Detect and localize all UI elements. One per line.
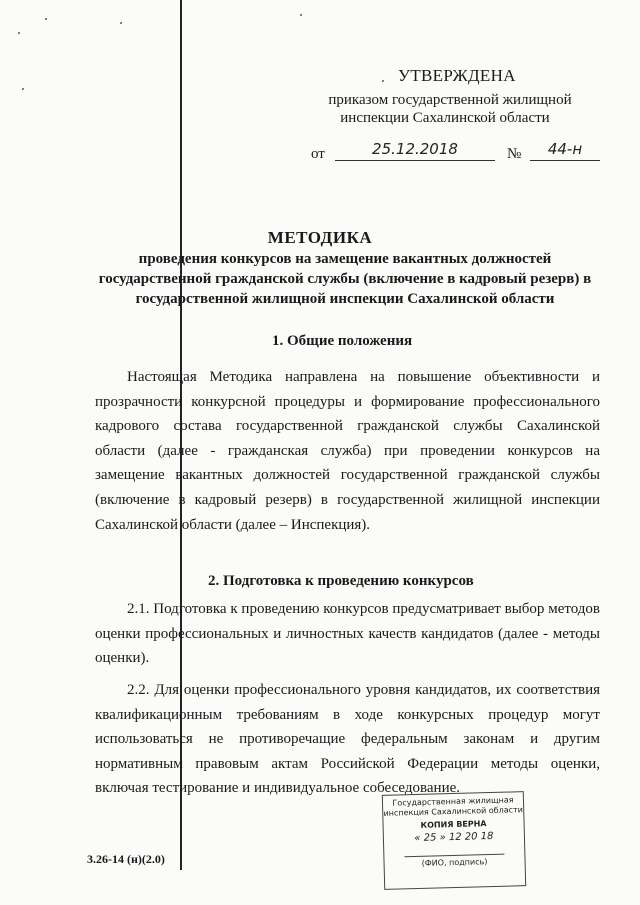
approval-number: 44-н: [530, 140, 600, 161]
scan-speck: [382, 80, 384, 82]
certified-copy-stamp: [382, 791, 526, 890]
stamp-signature-line: [404, 844, 504, 858]
document-title: МЕТОДИКА: [267, 228, 373, 247]
section-2-paragraph-2: 2.2. Для оценки профессионального уровня кандидатов, их соответствия квалификационным требованиям в ходе конкурсных процедур могут использоваться не противоречащие федеральным законам и другим нормативным правовым актам Российской Федерации методы оценки, включая тестирование и индивидуальное собеседование.: [95, 682, 600, 797]
document-subtitle: [90, 249, 600, 309]
stamp-date: « 25 » 12 20 18: [414, 830, 494, 845]
approval-line-1: приказом государственной жилищной: [328, 92, 572, 108]
section-1-heading: 1. Общие положения: [272, 333, 413, 349]
stamp-signature-caption: (ФИО, подпись): [421, 857, 488, 868]
scan-speck: [18, 32, 20, 34]
stamp-copy-label: КОПИЯ ВЕРНА: [420, 819, 487, 830]
section-2-paragraph-1: 2.1. Подготовка к проведению конкурсов предусматривает выбор методов оценки профессиональных и личностных качеств кандидатов (далее - методы оценки).: [95, 601, 600, 667]
number-prefix: №: [507, 146, 522, 162]
section-1-paragraph: Настоящая Методика направлена на повышение объективности и прозрачности конкурсной процедуры и формирование профессионального кадрового состава государственной гражданской службы Сахалинской области (далее - гражданская служба) при проведении конкурсов на замещение вакантных должностей государственной гражданской службы (включение в кадровый резерв) в государственной жилищной инспекции Сахалинской области (далее – Инспекция).: [95, 369, 600, 533]
scan-speck: [300, 14, 302, 16]
scan-speck: [120, 22, 122, 24]
scan-speck: [22, 88, 24, 90]
approval-line-2: инспекции Сахалинской области: [340, 110, 550, 126]
subtitle-line: государственной жилищной инспекции Сахалинской области: [135, 291, 555, 307]
approval-date: 25.12.2018: [335, 140, 495, 161]
scan-speck: [45, 18, 47, 20]
stamp-line-1: Государственная жилищная: [392, 795, 514, 808]
subtitle-line: государственной гражданской службы (включение в кадровый резерв) в: [98, 271, 592, 287]
stamp-line-2: инспекция Сахалинской области: [383, 805, 524, 818]
approval-title: УТВЕРЖДЕНА: [398, 66, 516, 85]
date-prefix: от: [311, 146, 325, 162]
footer-code: 3.26-14 (н)(2.0): [87, 852, 165, 866]
subtitle-line: проведения конкурсов на замещение вакантных должностей: [138, 251, 552, 267]
section-2-heading: 2. Подготовка к проведению конкурсов: [208, 573, 474, 589]
